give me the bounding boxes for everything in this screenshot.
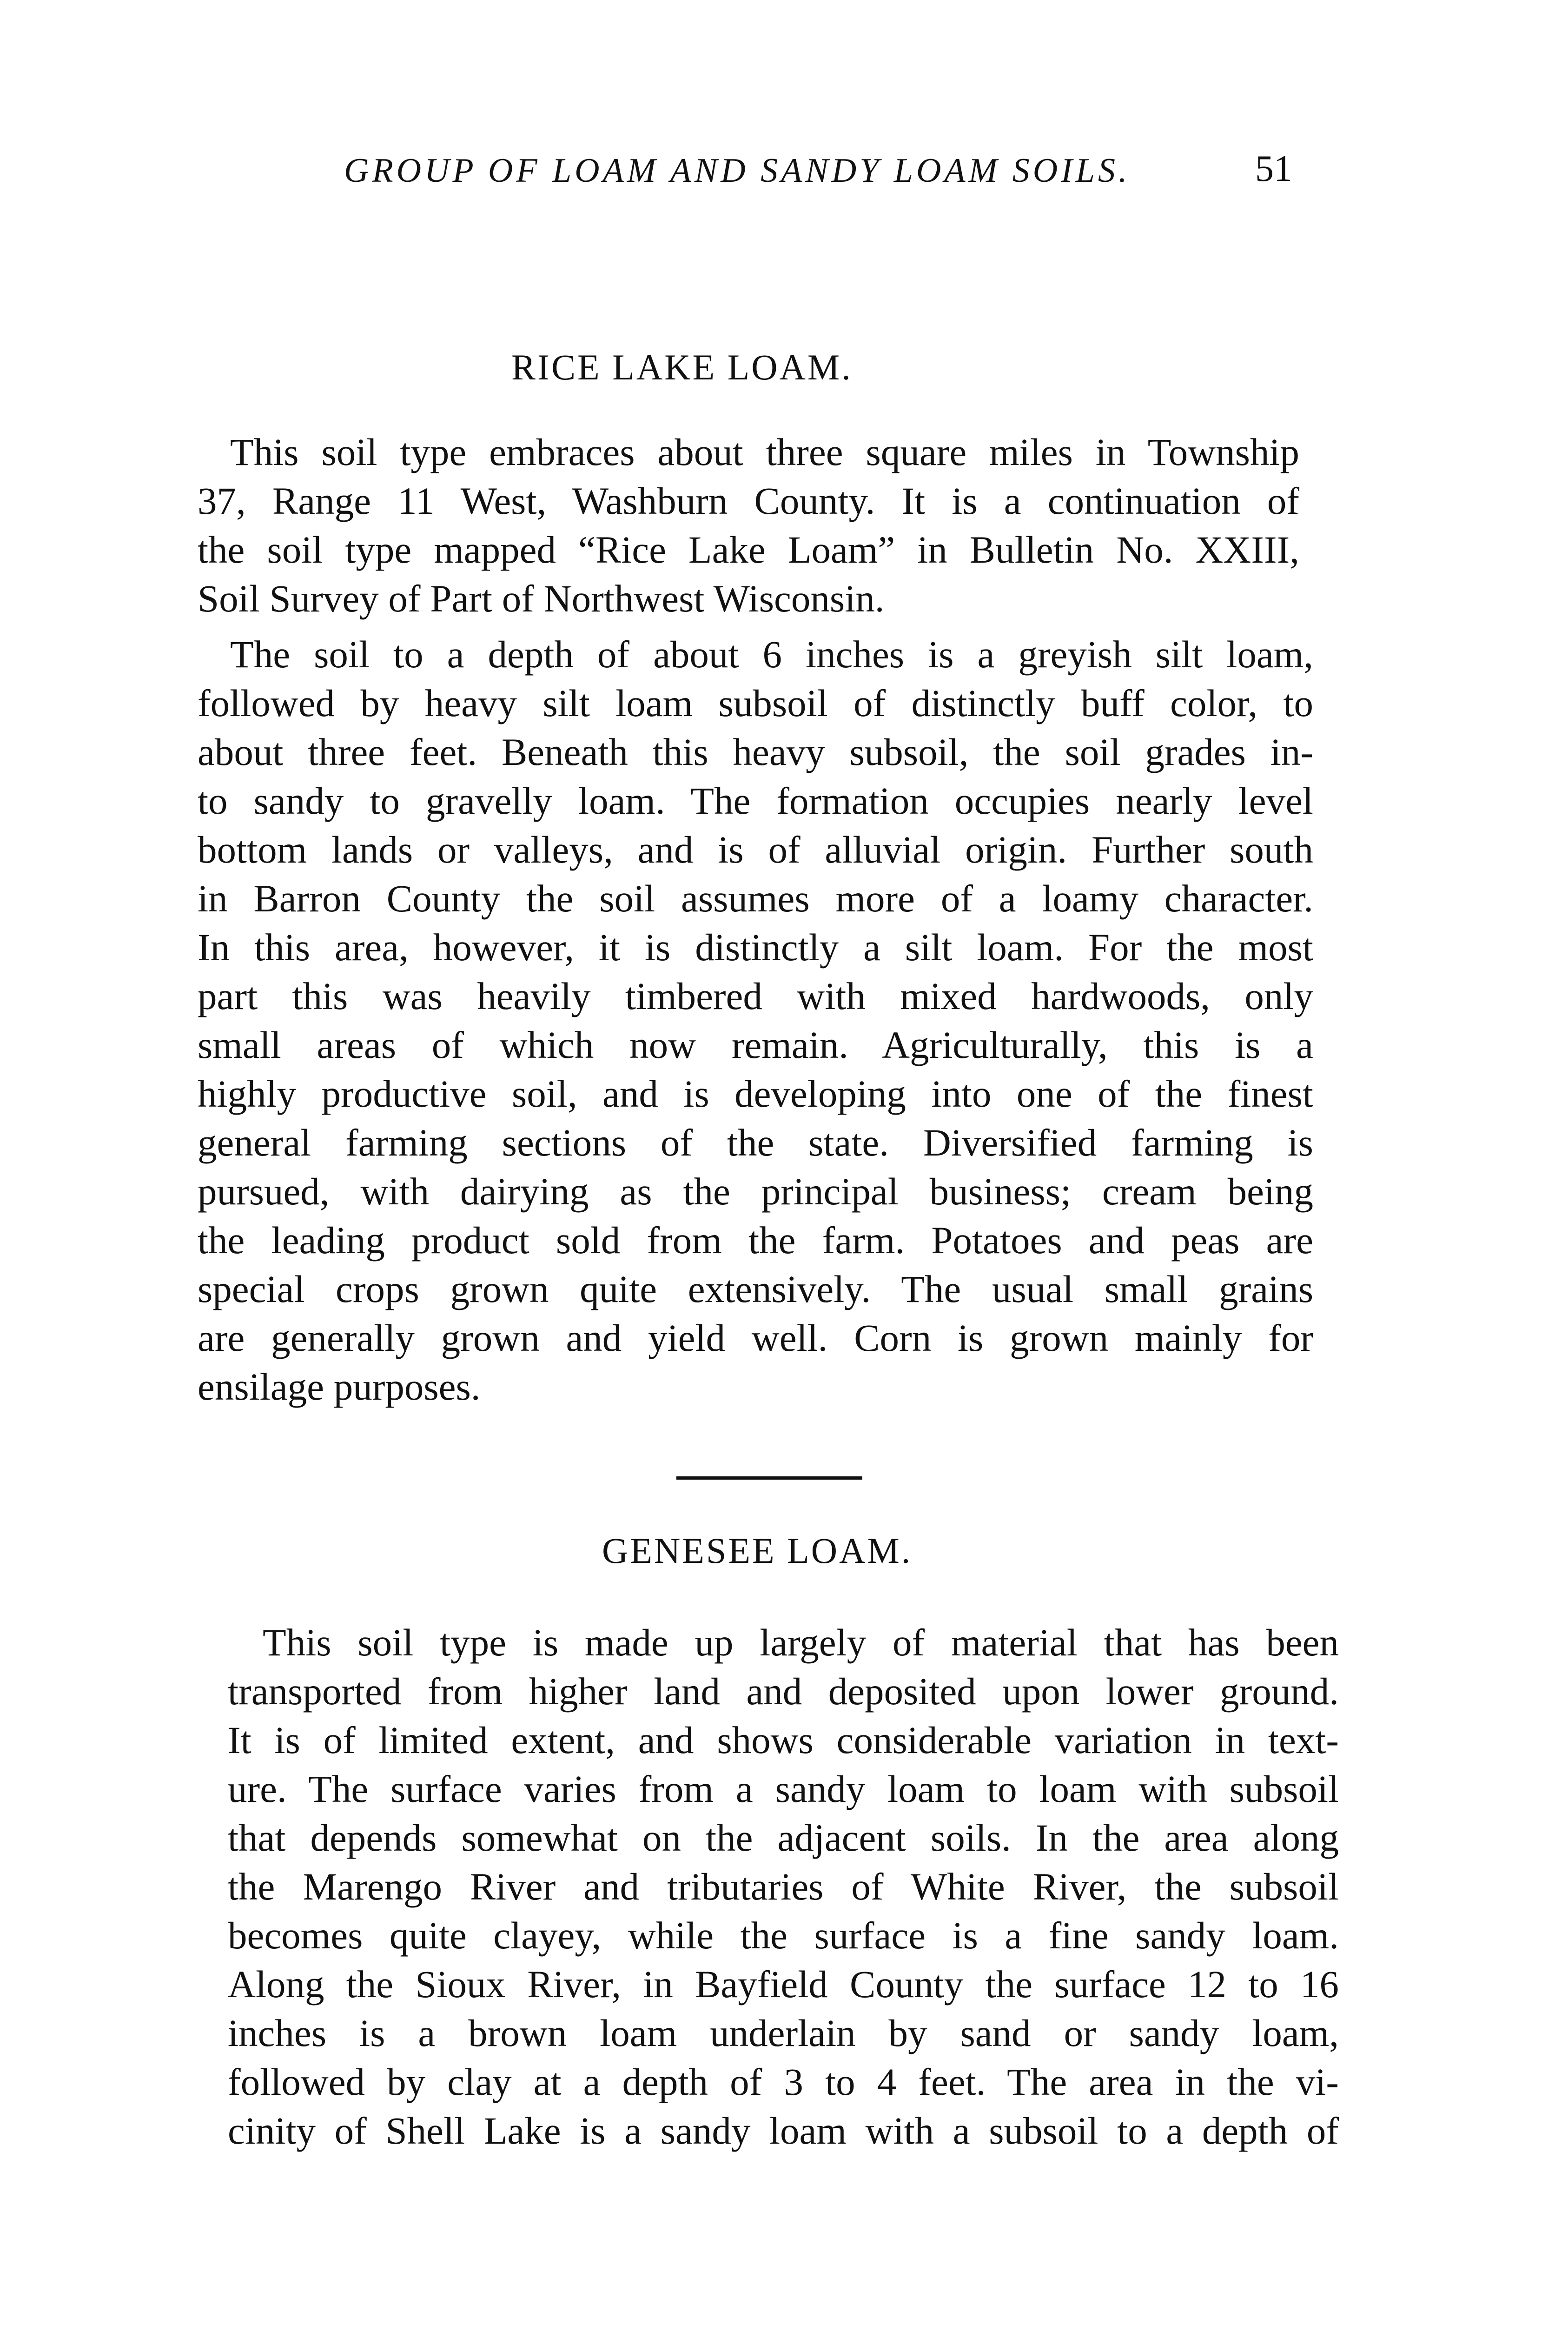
text-line: This soil type is made up largely of material that has been <box>263 1621 1339 1664</box>
page-number: 51 <box>1255 148 1292 189</box>
text-line: transported from higher land and deposited upon lower ground. <box>228 1670 1339 1713</box>
section-divider-rule <box>676 1476 862 1480</box>
text-line: It is of limited extent, and shows considerable variation in text- <box>228 1719 1339 1761</box>
text-line: followed by clay at a depth of 3 to 4 feet. The area in the vi- <box>228 2060 1339 2103</box>
text-line: are generally grown and yield well. Corn is grown mainly for <box>198 1316 1313 1359</box>
text-line: followed by heavy silt loam subsoil of distinctly buff color, to <box>198 682 1313 724</box>
text-line: in Barron County the soil assumes more of a loamy character. <box>198 877 1313 920</box>
paragraph-rice-lake-description <box>198 630 1313 1411</box>
text-line: inches is a brown loam underlain by sand or sandy loam, <box>228 2012 1339 2054</box>
text-line: part this was heavily timbered with mixed hardwoods, only <box>198 975 1313 1017</box>
text-line: cinity of Shell Lake is a sandy loam with a subsoil to a depth of <box>228 2109 1339 2152</box>
text-line: about three feet. Beneath this heavy subsoil, the soil grades in- <box>198 731 1313 773</box>
text-line: ensilage purposes. <box>198 1365 481 1408</box>
text-line: 37, Range 11 West, Washburn County. It is a continuation of <box>198 479 1299 522</box>
text-line: the Marengo River and tributaries of White River, the subsoil <box>228 1865 1339 1908</box>
text-line: that depends somewhat on the adjacent soils. In the area along <box>228 1816 1339 1859</box>
text-line: special crops grown quite extensively. The usual small grains <box>198 1268 1313 1310</box>
text-line: highly productive soil, and is developing into one of the finest <box>198 1072 1313 1115</box>
text-line: In this area, however, it is distinctly a silt loam. For the most <box>198 926 1313 969</box>
text-line: the leading product sold from the farm. Potatoes and peas are <box>198 1219 1313 1262</box>
section-title-rice-lake-loam: RICE LAKE LOAM. <box>511 347 853 387</box>
paragraph-rice-lake-intro <box>198 428 1299 623</box>
text-line: pursued, with dairying as the principal business; cream being <box>198 1170 1313 1213</box>
text-line: This soil type embraces about three square miles in Township <box>230 431 1299 473</box>
text-line: general farming sections of the state. Diversified farming is <box>198 1121 1313 1164</box>
text-line: bottom lands or valleys, and is of alluvial origin. Further south <box>198 828 1313 871</box>
section-title-genesee-loam: GENESEE LOAM. <box>602 1530 913 1571</box>
text-line: The soil to a depth of about 6 inches is a greyish silt loam, <box>230 633 1313 676</box>
text-line: Soil Survey of Part of Northwest Wisconsin. <box>198 577 885 620</box>
text-line: the soil type mapped “Rice Lake Loam” in Bulletin No. XXIII, <box>198 528 1299 571</box>
text-line: ure. The surface varies from a sandy loam to loam with subsoil <box>228 1767 1339 1810</box>
text-line: Along the Sioux River, in Bayfield County the surface 12 to 16 <box>228 1963 1339 2006</box>
text-line: becomes quite clayey, while the surface is a fine sandy loam. <box>228 1914 1339 1957</box>
text-line: small areas of which now remain. Agriculturally, this is a <box>198 1023 1313 1066</box>
text-line: to sandy to gravelly loam. The formation occupies nearly level <box>198 779 1313 822</box>
paragraph-genesee-description <box>228 1618 1339 2155</box>
running-head: GROUP OF LOAM AND SANDY LOAM SOILS. <box>344 152 1131 190</box>
